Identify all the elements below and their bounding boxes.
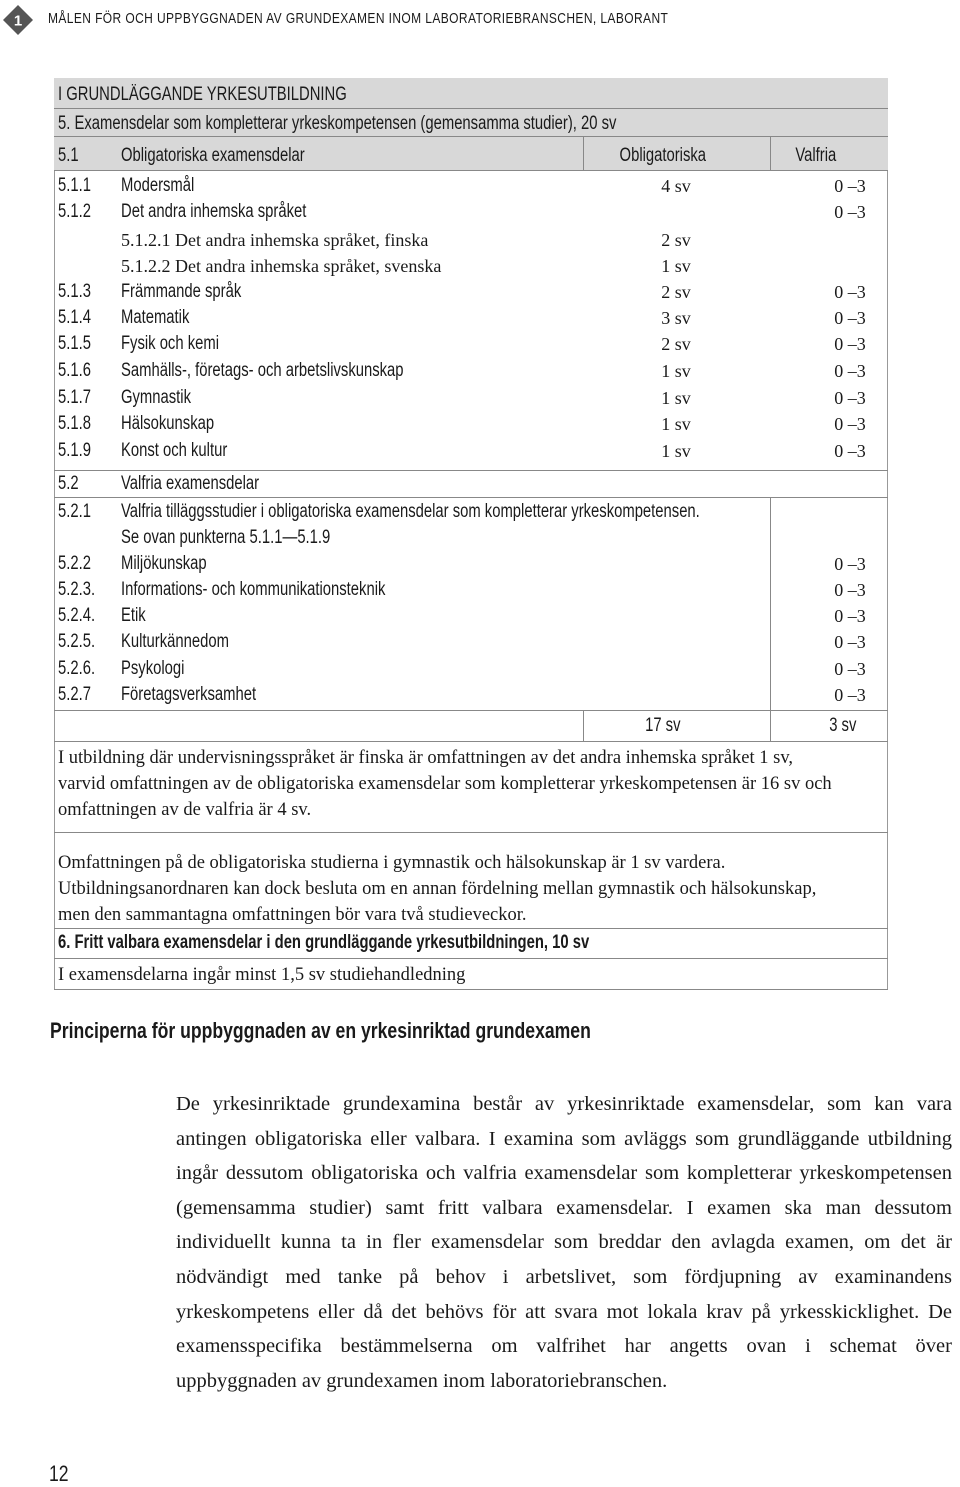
table-row-number: 5.2.3. xyxy=(58,579,96,600)
note-line: omfattningen av de valfria är 4 sv. xyxy=(58,800,312,820)
column-header-valfria: Valfria xyxy=(795,145,837,166)
table-row-valfria: 0 –3 xyxy=(834,282,866,302)
table-row-valfria: 0 –3 xyxy=(834,441,866,461)
table-rule xyxy=(54,741,888,742)
body-paragraph: De yrkesinriktade grundexamina består av yrkesinriktade examensdelar, som kan vara antingen obligatoriska eller valbara. I examina som avläggs som grundläggande utbildning ingår dessutom obligatoriska och valfria examensdelar som kompletterar yrkeskompetensen (gemensamma studier) samt fritt valbara examensdelar. I examen ska man dessutom individuellt kunna ta in fler examensdelar som breddar den avlagda examen, om det är nödvändigt med tanke på behov i arbetslivet, som fördjupning av examinandens yrkeskompetens eller då det behövs för att svara mot lokala krav på yrkesskicklighet. De examensspecifika bestämmelserna om valfrihet har angetts ovan i schemat över uppbyggnaden av grundexamen inom laboratoriebranschen. xyxy=(176,1093,952,1392)
table-row-obligatoriska: 1 sv xyxy=(661,414,691,434)
table-row-valfria: 0 –3 xyxy=(834,202,866,222)
svg-text:1: 1 xyxy=(13,12,23,30)
table-row-label: Psykologi xyxy=(121,658,185,679)
table-row-number: 5.1.1 xyxy=(58,175,91,196)
table-row-label: Främmande språk xyxy=(121,281,242,302)
table-row-obligatoriska: 2 sv xyxy=(661,230,691,250)
column-header-obligatoriska: Obligatoriska xyxy=(619,145,707,166)
table-rule xyxy=(770,710,771,741)
note-line: Utbildningsanordnaren kan dock besluta om en annan fördelning mellan gymnastik och hälsokunskap, xyxy=(58,879,817,899)
table-row-number: 5.1.5 xyxy=(58,333,91,354)
table-row-label: 5.1.2.1 Det andra inhemska språket, finska xyxy=(121,230,429,250)
section-5-1-label: Obligatoriska examensdelar xyxy=(121,145,305,166)
table-row-number: 5.2.7 xyxy=(58,684,91,705)
table-row-valfria: 0 –3 xyxy=(834,632,866,652)
table-row-valfria: 0 –3 xyxy=(834,308,866,328)
table-row-number: 5.2.5. xyxy=(58,631,96,652)
table-row-number: 5.2.4. xyxy=(58,605,96,626)
table-rule xyxy=(770,497,771,710)
table-row-label: Gymnastik xyxy=(121,387,192,408)
table-row-label: Fysik och kemi xyxy=(121,333,219,354)
table-row-valfria: 0 –3 xyxy=(834,388,866,408)
table-rule xyxy=(54,136,888,137)
table-row-label: Valfria tilläggsstudier i obligatoriska examensdelar som kompletterar yrkeskompetensen. xyxy=(121,501,700,522)
table-row-obligatoriska: 1 sv xyxy=(661,388,691,408)
section-5-heading: 5. Examensdelar som kompletterar yrkeskompetensen (gemensamma studier), 20 sv xyxy=(58,113,617,134)
table-row-label: Matematik xyxy=(121,307,190,328)
table-row-label: Modersmål xyxy=(121,175,195,196)
section-6-heading: 6. Fritt valbara examensdelar i den grundläggande yrkesutbildningen, 10 sv xyxy=(58,932,590,953)
note-line: Omfattningen på de obligatoriska studierna i gymnastik och hälsokunskap är 1 sv vardera. xyxy=(58,853,726,873)
table-row-valfria: 0 –3 xyxy=(834,685,866,705)
table-row-number: 5.1.7 xyxy=(58,387,91,408)
table-row-valfria: 0 –3 xyxy=(834,176,866,196)
table-row-valfria: 0 –3 xyxy=(834,414,866,434)
table-title: I GRUNDLÄGGANDE YRKESUTBILDNING xyxy=(58,84,347,105)
studiehandledning-note: I examensdelarna ingår minst 1,5 sv studiehandledning xyxy=(58,965,466,985)
section-5-2-label: Valfria examensdelar xyxy=(121,473,260,494)
table-rule xyxy=(54,170,888,171)
table-row-label: Konst och kultur xyxy=(121,440,228,461)
table-row-obligatoriska: 4 sv xyxy=(661,176,691,196)
table-row-label: Etik xyxy=(121,605,146,626)
table-rule xyxy=(54,989,888,990)
note-line: men den sammantagna omfattningen bör vara två studieveckor. xyxy=(58,905,527,925)
table-row-number: 5.1.9 xyxy=(58,440,91,461)
table-row-number: 5.2.1 xyxy=(58,501,91,522)
table-rule xyxy=(54,497,888,498)
page-number: 12 xyxy=(49,1461,69,1486)
table-row-label: Informations- och kommunikationsteknik xyxy=(121,579,386,600)
total-valfria: 3 sv xyxy=(829,715,857,736)
table-rule xyxy=(54,470,888,471)
page-header xyxy=(0,0,960,40)
table-row-label: 5.1.2.2 Det andra inhemska språket, svenska xyxy=(121,256,442,276)
table-row-number: 5.1.3 xyxy=(58,281,91,302)
table-row-obligatoriska: 1 sv xyxy=(661,256,691,276)
total-obligatoriska: 17 sv xyxy=(645,715,681,736)
table-rule xyxy=(54,928,888,929)
table-row-obligatoriska: 1 sv xyxy=(661,441,691,461)
table-rule xyxy=(583,710,584,741)
table-rule xyxy=(54,710,888,711)
note-paragraph-2 xyxy=(58,850,884,928)
table-row-number: 5.2.6. xyxy=(58,658,96,679)
table-row-label: Kulturkännedom xyxy=(121,631,229,652)
section-5-2-number: 5.2 xyxy=(58,473,79,494)
header-title: MÅLEN FÖR OCH UPPBYGGNADEN AV GRUNDEXAMEN INOM LABORATORIEBRANSCHEN, LABORANT xyxy=(48,10,669,27)
table-row-number: 5.1.2 xyxy=(58,201,91,222)
table-row-obligatoriska: 2 sv xyxy=(661,282,691,302)
table-row-valfria: 0 –3 xyxy=(834,361,866,381)
table-row-label: Samhälls-, företags- och arbetslivskunskap xyxy=(121,360,404,381)
table-row-obligatoriska: 1 sv xyxy=(661,361,691,381)
table-rule xyxy=(54,832,888,833)
table-row-label: Miljökunskap xyxy=(121,553,207,574)
table-row-label: Hälsokunskap xyxy=(121,413,215,434)
table-row-valfria: 0 –3 xyxy=(834,606,866,626)
table-row-valfria: 0 –3 xyxy=(834,554,866,574)
table-row-valfria: 0 –3 xyxy=(834,659,866,679)
chapter-badge-icon xyxy=(2,4,34,36)
table-row-valfria: 0 –3 xyxy=(834,334,866,354)
table-row-label-continued: Se ovan punkterna 5.1.1—5.1.9 xyxy=(121,527,331,548)
table-row-label: Företagsverksamhet xyxy=(121,684,257,705)
table-row-obligatoriska: 3 sv xyxy=(661,308,691,328)
table-row-number: 5.1.4 xyxy=(58,307,91,328)
table-row-obligatoriska: 2 sv xyxy=(661,334,691,354)
section-heading: Principerna för uppbyggnaden av en yrkesinriktad grundexamen xyxy=(50,1018,591,1043)
table-row-valfria: 0 –3 xyxy=(834,580,866,600)
table-row-number: 5.1.6 xyxy=(58,360,91,381)
table-row-number: 5.1.8 xyxy=(58,413,91,434)
table-rule xyxy=(54,958,888,959)
table-row-label: Det andra inhemska språket xyxy=(121,201,307,222)
table-rule xyxy=(583,136,584,170)
table-rule xyxy=(54,108,888,109)
note-line: varvid omfattningen av de obligatoriska examensdelar som kompletterar yrkeskompetensen är 16 sv och xyxy=(58,774,832,794)
note-line: I utbildning där undervisningsspråket är finska är omfattningen av det andra inhemska språket 1 sv, xyxy=(58,748,794,768)
table-row-number: 5.2.2 xyxy=(58,553,91,574)
note-paragraph-1 xyxy=(58,745,884,823)
section-5-1-number: 5.1 xyxy=(58,145,79,166)
